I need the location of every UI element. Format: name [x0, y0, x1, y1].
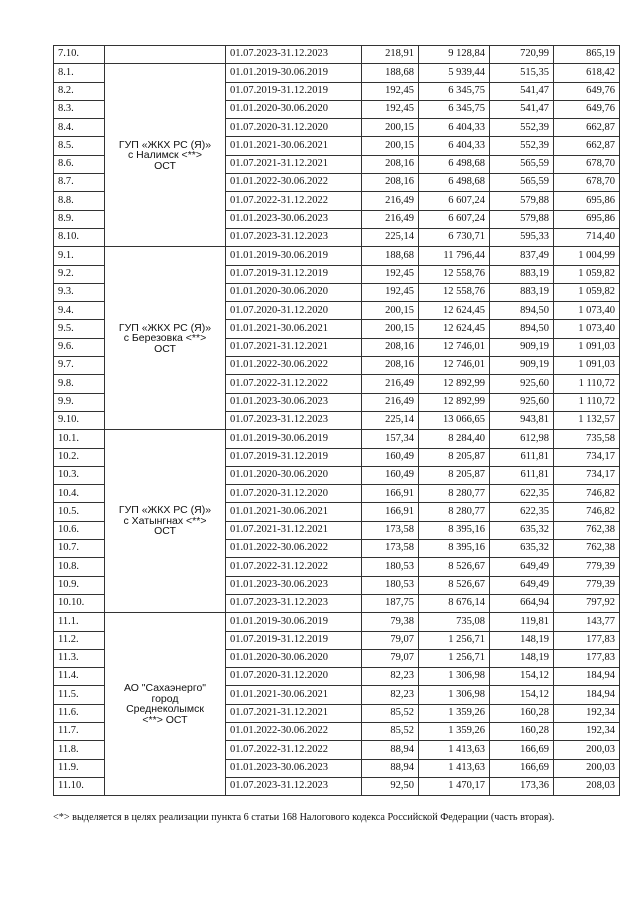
org-name-line: город	[151, 692, 179, 705]
row-number: 11.5.	[54, 686, 105, 704]
value-cell-4: 649,76	[554, 100, 620, 118]
org-name-line: АО "Сахаэнерго"	[123, 682, 207, 695]
value-cell-3: 720,99	[490, 46, 554, 64]
period-cell: 01.01.2023-30.06.2023	[226, 393, 362, 411]
value-cell-3: 515,35	[490, 64, 554, 82]
org-cell	[105, 430, 226, 613]
period-cell: 01.07.2021-31.12.2021	[226, 338, 362, 356]
table-row	[54, 613, 620, 631]
table-row	[54, 46, 620, 64]
value-cell-4: 649,76	[554, 82, 620, 100]
table-row	[54, 64, 620, 82]
value-cell-2: 12 892,99	[419, 375, 490, 393]
value-cell-2: 11 796,44	[419, 247, 490, 265]
row-number: 8.4.	[54, 119, 105, 137]
value-cell-2: 12 892,99	[419, 393, 490, 411]
period-cell: 01.01.2021-30.06.2021	[226, 320, 362, 338]
value-cell-4: 143,77	[554, 613, 620, 631]
value-cell-3: 612,98	[490, 430, 554, 448]
value-cell-2: 12 746,01	[419, 338, 490, 356]
value-cell-3: 909,19	[490, 338, 554, 356]
value-cell-4: 865,19	[554, 46, 620, 64]
period-cell: 01.01.2022-30.06.2022	[226, 174, 362, 192]
row-number: 7.10.	[54, 46, 105, 64]
org-cell-empty	[105, 46, 226, 64]
value-cell-1: 200,15	[362, 137, 419, 155]
value-cell-2: 12 746,01	[419, 357, 490, 375]
value-cell-2: 8 284,40	[419, 430, 490, 448]
value-cell-1: 216,49	[362, 192, 419, 210]
value-cell-3: 565,59	[490, 174, 554, 192]
value-cell-3: 160,28	[490, 722, 554, 740]
row-number: 9.6.	[54, 338, 105, 356]
org-name-line: Среднеколымск	[126, 703, 204, 716]
value-cell-1: 200,15	[362, 119, 419, 137]
value-cell-1: 173,58	[362, 521, 419, 539]
value-cell-3: 541,47	[490, 82, 554, 100]
value-cell-4: 779,39	[554, 576, 620, 594]
value-cell-2: 9 128,84	[419, 46, 490, 64]
org-name-line: ОСТ	[154, 525, 176, 538]
row-number: 10.6.	[54, 521, 105, 539]
value-cell-1: 208,16	[362, 338, 419, 356]
value-cell-2: 1 256,71	[419, 631, 490, 649]
value-cell-2: 1 256,71	[419, 649, 490, 667]
value-cell-4: 1 091,03	[554, 338, 620, 356]
value-cell-4: 1 004,99	[554, 247, 620, 265]
value-cell-2: 6 498,68	[419, 155, 490, 173]
value-cell-2: 8 280,77	[419, 485, 490, 503]
row-number: 8.8.	[54, 192, 105, 210]
value-cell-4: 695,86	[554, 210, 620, 228]
value-cell-4: 192,34	[554, 704, 620, 722]
period-cell: 01.07.2023-31.12.2023	[226, 411, 362, 429]
value-cell-4: 1 110,72	[554, 393, 620, 411]
value-cell-4: 662,87	[554, 137, 620, 155]
row-number: 11.9.	[54, 759, 105, 777]
value-cell-1: 192,45	[362, 265, 419, 283]
value-cell-4: 177,83	[554, 631, 620, 649]
row-number: 9.3.	[54, 283, 105, 301]
value-cell-2: 6 607,24	[419, 192, 490, 210]
value-cell-4: 618,42	[554, 64, 620, 82]
value-cell-2: 1 413,63	[419, 741, 490, 759]
value-cell-3: 173,36	[490, 777, 554, 795]
value-cell-3: 160,28	[490, 704, 554, 722]
value-cell-3: 635,32	[490, 540, 554, 558]
value-cell-4: 746,82	[554, 485, 620, 503]
value-cell-2: 12 558,76	[419, 283, 490, 301]
row-number: 10.5.	[54, 503, 105, 521]
period-cell: 01.07.2020-31.12.2020	[226, 668, 362, 686]
value-cell-1: 200,15	[362, 302, 419, 320]
value-cell-3: 894,50	[490, 302, 554, 320]
value-cell-1: 92,50	[362, 777, 419, 795]
value-cell-3: 925,60	[490, 375, 554, 393]
value-cell-4: 734,17	[554, 448, 620, 466]
value-cell-1: 188,68	[362, 247, 419, 265]
value-cell-1: 192,45	[362, 283, 419, 301]
value-cell-2: 1 306,98	[419, 668, 490, 686]
value-cell-4: 200,03	[554, 759, 620, 777]
value-cell-2: 1 413,63	[419, 759, 490, 777]
value-cell-4: 662,87	[554, 119, 620, 137]
period-cell: 01.07.2022-31.12.2022	[226, 375, 362, 393]
org-cell	[105, 247, 226, 430]
period-cell: 01.01.2022-30.06.2022	[226, 722, 362, 740]
tariff-table-body	[54, 46, 620, 796]
value-cell-2: 12 624,45	[419, 320, 490, 338]
value-cell-2: 6 607,24	[419, 210, 490, 228]
value-cell-1: 173,58	[362, 540, 419, 558]
value-cell-3: 622,35	[490, 503, 554, 521]
org-name-line: с Налимск <**>	[128, 149, 202, 162]
row-number: 11.2.	[54, 631, 105, 649]
value-cell-1: 208,16	[362, 174, 419, 192]
value-cell-1: 200,15	[362, 320, 419, 338]
value-cell-3: 664,94	[490, 594, 554, 612]
value-cell-1: 216,49	[362, 393, 419, 411]
value-cell-3: 119,81	[490, 613, 554, 631]
value-cell-3: 148,19	[490, 631, 554, 649]
row-number: 10.4.	[54, 485, 105, 503]
period-cell: 01.07.2023-31.12.2023	[226, 46, 362, 64]
period-cell: 01.07.2022-31.12.2022	[226, 192, 362, 210]
org-name-line: ГУП «ЖКХ РС (Я)»	[118, 138, 212, 151]
row-number: 11.8.	[54, 741, 105, 759]
period-cell: 01.01.2021-30.06.2021	[226, 503, 362, 521]
value-cell-2: 1 306,98	[419, 686, 490, 704]
value-cell-4: 678,70	[554, 174, 620, 192]
row-number: 10.9.	[54, 576, 105, 594]
row-number: 8.2.	[54, 82, 105, 100]
row-number: 10.7.	[54, 540, 105, 558]
value-cell-4: 762,38	[554, 521, 620, 539]
value-cell-1: 187,75	[362, 594, 419, 612]
value-cell-4: 1 132,57	[554, 411, 620, 429]
value-cell-4: 1 059,82	[554, 265, 620, 283]
value-cell-4: 184,94	[554, 668, 620, 686]
value-cell-2: 6 345,75	[419, 100, 490, 118]
value-cell-3: 611,81	[490, 466, 554, 484]
value-cell-1: 208,16	[362, 155, 419, 173]
table-row	[54, 247, 620, 265]
period-cell: 01.01.2019-30.06.2019	[226, 247, 362, 265]
value-cell-1: 85,52	[362, 704, 419, 722]
value-cell-2: 1 470,17	[419, 777, 490, 795]
row-number: 8.3.	[54, 100, 105, 118]
value-cell-1: 225,14	[362, 411, 419, 429]
value-cell-2: 6 345,75	[419, 82, 490, 100]
value-cell-3: 611,81	[490, 448, 554, 466]
row-number: 11.6.	[54, 704, 105, 722]
value-cell-3: 909,19	[490, 357, 554, 375]
row-number: 8.5.	[54, 137, 105, 155]
row-number: 11.4.	[54, 668, 105, 686]
row-number: 8.10.	[54, 228, 105, 246]
value-cell-2: 12 558,76	[419, 265, 490, 283]
value-cell-1: 192,45	[362, 82, 419, 100]
period-cell: 01.01.2019-30.06.2019	[226, 613, 362, 631]
value-cell-1: 192,45	[362, 100, 419, 118]
value-cell-4: 797,92	[554, 594, 620, 612]
period-cell: 01.07.2019-31.12.2019	[226, 82, 362, 100]
row-number: 9.5.	[54, 320, 105, 338]
value-cell-2: 6 498,68	[419, 174, 490, 192]
value-cell-3: 565,59	[490, 155, 554, 173]
org-name-line: ОСТ	[154, 159, 176, 172]
value-cell-3: 622,35	[490, 485, 554, 503]
period-cell: 01.01.2021-30.06.2021	[226, 137, 362, 155]
row-number: 8.6.	[54, 155, 105, 173]
value-cell-3: 837,49	[490, 247, 554, 265]
value-cell-1: 218,91	[362, 46, 419, 64]
value-cell-3: 148,19	[490, 649, 554, 667]
value-cell-4: 695,86	[554, 192, 620, 210]
period-cell: 01.07.2023-31.12.2023	[226, 594, 362, 612]
value-cell-1: 79,07	[362, 649, 419, 667]
org-name-line: с Березовка <**>	[123, 332, 207, 344]
value-cell-4: 678,70	[554, 155, 620, 173]
value-cell-2: 8 205,87	[419, 466, 490, 484]
row-number: 10.10.	[54, 594, 105, 612]
value-cell-1: 180,53	[362, 576, 419, 594]
value-cell-2: 8 395,16	[419, 540, 490, 558]
value-cell-4: 1 073,40	[554, 302, 620, 320]
value-cell-3: 595,33	[490, 228, 554, 246]
period-cell: 01.07.2021-31.12.2021	[226, 155, 362, 173]
row-number: 10.1.	[54, 430, 105, 448]
value-cell-2: 6 404,33	[419, 137, 490, 155]
value-cell-1: 157,34	[362, 430, 419, 448]
row-number: 10.8.	[54, 558, 105, 576]
value-cell-1: 166,91	[362, 485, 419, 503]
period-cell: 01.07.2022-31.12.2022	[226, 558, 362, 576]
value-cell-2: 1 359,26	[419, 722, 490, 740]
row-number: 11.10.	[54, 777, 105, 795]
value-cell-1: 88,94	[362, 759, 419, 777]
value-cell-1: 79,38	[362, 613, 419, 631]
value-cell-2: 8 526,67	[419, 576, 490, 594]
period-cell: 01.07.2019-31.12.2019	[226, 448, 362, 466]
value-cell-4: 714,40	[554, 228, 620, 246]
value-cell-4: 779,39	[554, 558, 620, 576]
table-row	[54, 430, 620, 448]
value-cell-2: 8 526,67	[419, 558, 490, 576]
period-cell: 01.01.2023-30.06.2023	[226, 759, 362, 777]
org-cell	[105, 64, 226, 247]
value-cell-4: 192,34	[554, 722, 620, 740]
value-cell-3: 883,19	[490, 265, 554, 283]
value-cell-1: 82,23	[362, 668, 419, 686]
period-cell: 01.01.2022-30.06.2022	[226, 540, 362, 558]
period-cell: 01.01.2019-30.06.2019	[226, 430, 362, 448]
value-cell-1: 160,49	[362, 466, 419, 484]
row-number: 9.1.	[54, 247, 105, 265]
value-cell-1: 188,68	[362, 64, 419, 82]
value-cell-1: 79,07	[362, 631, 419, 649]
value-cell-2: 6 404,33	[419, 119, 490, 137]
value-cell-4: 1 110,72	[554, 375, 620, 393]
value-cell-1: 225,14	[362, 228, 419, 246]
value-cell-4: 734,17	[554, 466, 620, 484]
period-cell: 01.01.2023-30.06.2023	[226, 576, 362, 594]
value-cell-3: 925,60	[490, 393, 554, 411]
row-number: 9.7.	[54, 357, 105, 375]
period-cell: 01.07.2019-31.12.2019	[226, 631, 362, 649]
value-cell-1: 216,49	[362, 210, 419, 228]
period-cell: 01.07.2022-31.12.2022	[226, 741, 362, 759]
org-name-line: ГУП «ЖКХ РС (Я)»	[118, 504, 212, 517]
value-cell-1: 82,23	[362, 686, 419, 704]
value-cell-1: 166,91	[362, 503, 419, 521]
value-cell-4: 1 091,03	[554, 357, 620, 375]
row-number: 9.9.	[54, 393, 105, 411]
value-cell-1: 88,94	[362, 741, 419, 759]
value-cell-3: 943,81	[490, 411, 554, 429]
value-cell-2: 13 066,65	[419, 411, 490, 429]
period-cell: 01.07.2023-31.12.2023	[226, 777, 362, 795]
org-name-line: с Хатынгнах <**>	[123, 514, 207, 527]
period-cell: 01.07.2020-31.12.2020	[226, 302, 362, 320]
org-name-line: <**> ОСТ	[142, 713, 188, 726]
value-cell-3: 552,39	[490, 119, 554, 137]
value-cell-4: 208,03	[554, 777, 620, 795]
value-cell-3: 541,47	[490, 100, 554, 118]
period-cell: 01.01.2023-30.06.2023	[226, 210, 362, 228]
period-cell: 01.01.2020-30.06.2020	[226, 466, 362, 484]
value-cell-3: 552,39	[490, 137, 554, 155]
value-cell-3: 894,50	[490, 320, 554, 338]
value-cell-3: 154,12	[490, 668, 554, 686]
value-cell-3: 649,49	[490, 576, 554, 594]
value-cell-4: 184,94	[554, 686, 620, 704]
value-cell-3: 883,19	[490, 283, 554, 301]
value-cell-3: 166,69	[490, 741, 554, 759]
org-name-line: ГУП «ЖКХ РС (Я)»	[118, 321, 212, 334]
value-cell-2: 5 939,44	[419, 64, 490, 82]
period-cell: 01.07.2023-31.12.2023	[226, 228, 362, 246]
footnote: <*> выделяется в целях реализации пункта 6 статьи 168 Налогового кодекса Российской Федерации (часть вторая).	[53, 812, 555, 823]
value-cell-2: 6 730,71	[419, 228, 490, 246]
row-number: 8.7.	[54, 174, 105, 192]
period-cell: 01.07.2020-31.12.2020	[226, 485, 362, 503]
period-cell: 01.07.2019-31.12.2019	[226, 265, 362, 283]
value-cell-1: 160,49	[362, 448, 419, 466]
value-cell-2: 12 624,45	[419, 302, 490, 320]
value-cell-1: 216,49	[362, 375, 419, 393]
org-cell	[105, 613, 226, 796]
value-cell-3: 579,88	[490, 192, 554, 210]
value-cell-3: 154,12	[490, 686, 554, 704]
value-cell-2: 8 395,16	[419, 521, 490, 539]
period-cell: 01.01.2020-30.06.2020	[226, 100, 362, 118]
value-cell-3: 635,32	[490, 521, 554, 539]
value-cell-2: 735,08	[419, 613, 490, 631]
value-cell-2: 8 280,77	[419, 503, 490, 521]
row-number: 9.8.	[54, 375, 105, 393]
value-cell-4: 200,03	[554, 741, 620, 759]
period-cell: 01.01.2021-30.06.2021	[226, 686, 362, 704]
row-number: 10.2.	[54, 448, 105, 466]
value-cell-3: 649,49	[490, 558, 554, 576]
org-name-line: ОСТ	[154, 342, 176, 355]
row-number: 11.7.	[54, 722, 105, 740]
value-cell-2: 8 676,14	[419, 594, 490, 612]
period-cell: 01.01.2022-30.06.2022	[226, 357, 362, 375]
value-cell-3: 166,69	[490, 759, 554, 777]
period-cell: 01.07.2021-31.12.2021	[226, 704, 362, 722]
value-cell-4: 735,58	[554, 430, 620, 448]
row-number: 8.9.	[54, 210, 105, 228]
value-cell-1: 180,53	[362, 558, 419, 576]
tariff-table	[53, 45, 620, 796]
period-cell: 01.07.2020-31.12.2020	[226, 119, 362, 137]
value-cell-3: 579,88	[490, 210, 554, 228]
row-number: 11.3.	[54, 649, 105, 667]
period-cell: 01.07.2021-31.12.2021	[226, 521, 362, 539]
value-cell-4: 1 073,40	[554, 320, 620, 338]
row-number: 10.3.	[54, 466, 105, 484]
period-cell: 01.01.2020-30.06.2020	[226, 649, 362, 667]
row-number: 9.4.	[54, 302, 105, 320]
value-cell-2: 1 359,26	[419, 704, 490, 722]
value-cell-1: 85,52	[362, 722, 419, 740]
row-number: 8.1.	[54, 64, 105, 82]
value-cell-2: 8 205,87	[419, 448, 490, 466]
value-cell-4: 762,38	[554, 540, 620, 558]
value-cell-1: 208,16	[362, 357, 419, 375]
row-number: 9.10.	[54, 411, 105, 429]
period-cell: 01.01.2019-30.06.2019	[226, 64, 362, 82]
value-cell-4: 1 059,82	[554, 283, 620, 301]
period-cell: 01.01.2020-30.06.2020	[226, 283, 362, 301]
value-cell-4: 746,82	[554, 503, 620, 521]
row-number: 11.1.	[54, 613, 105, 631]
value-cell-4: 177,83	[554, 649, 620, 667]
row-number: 9.2.	[54, 265, 105, 283]
